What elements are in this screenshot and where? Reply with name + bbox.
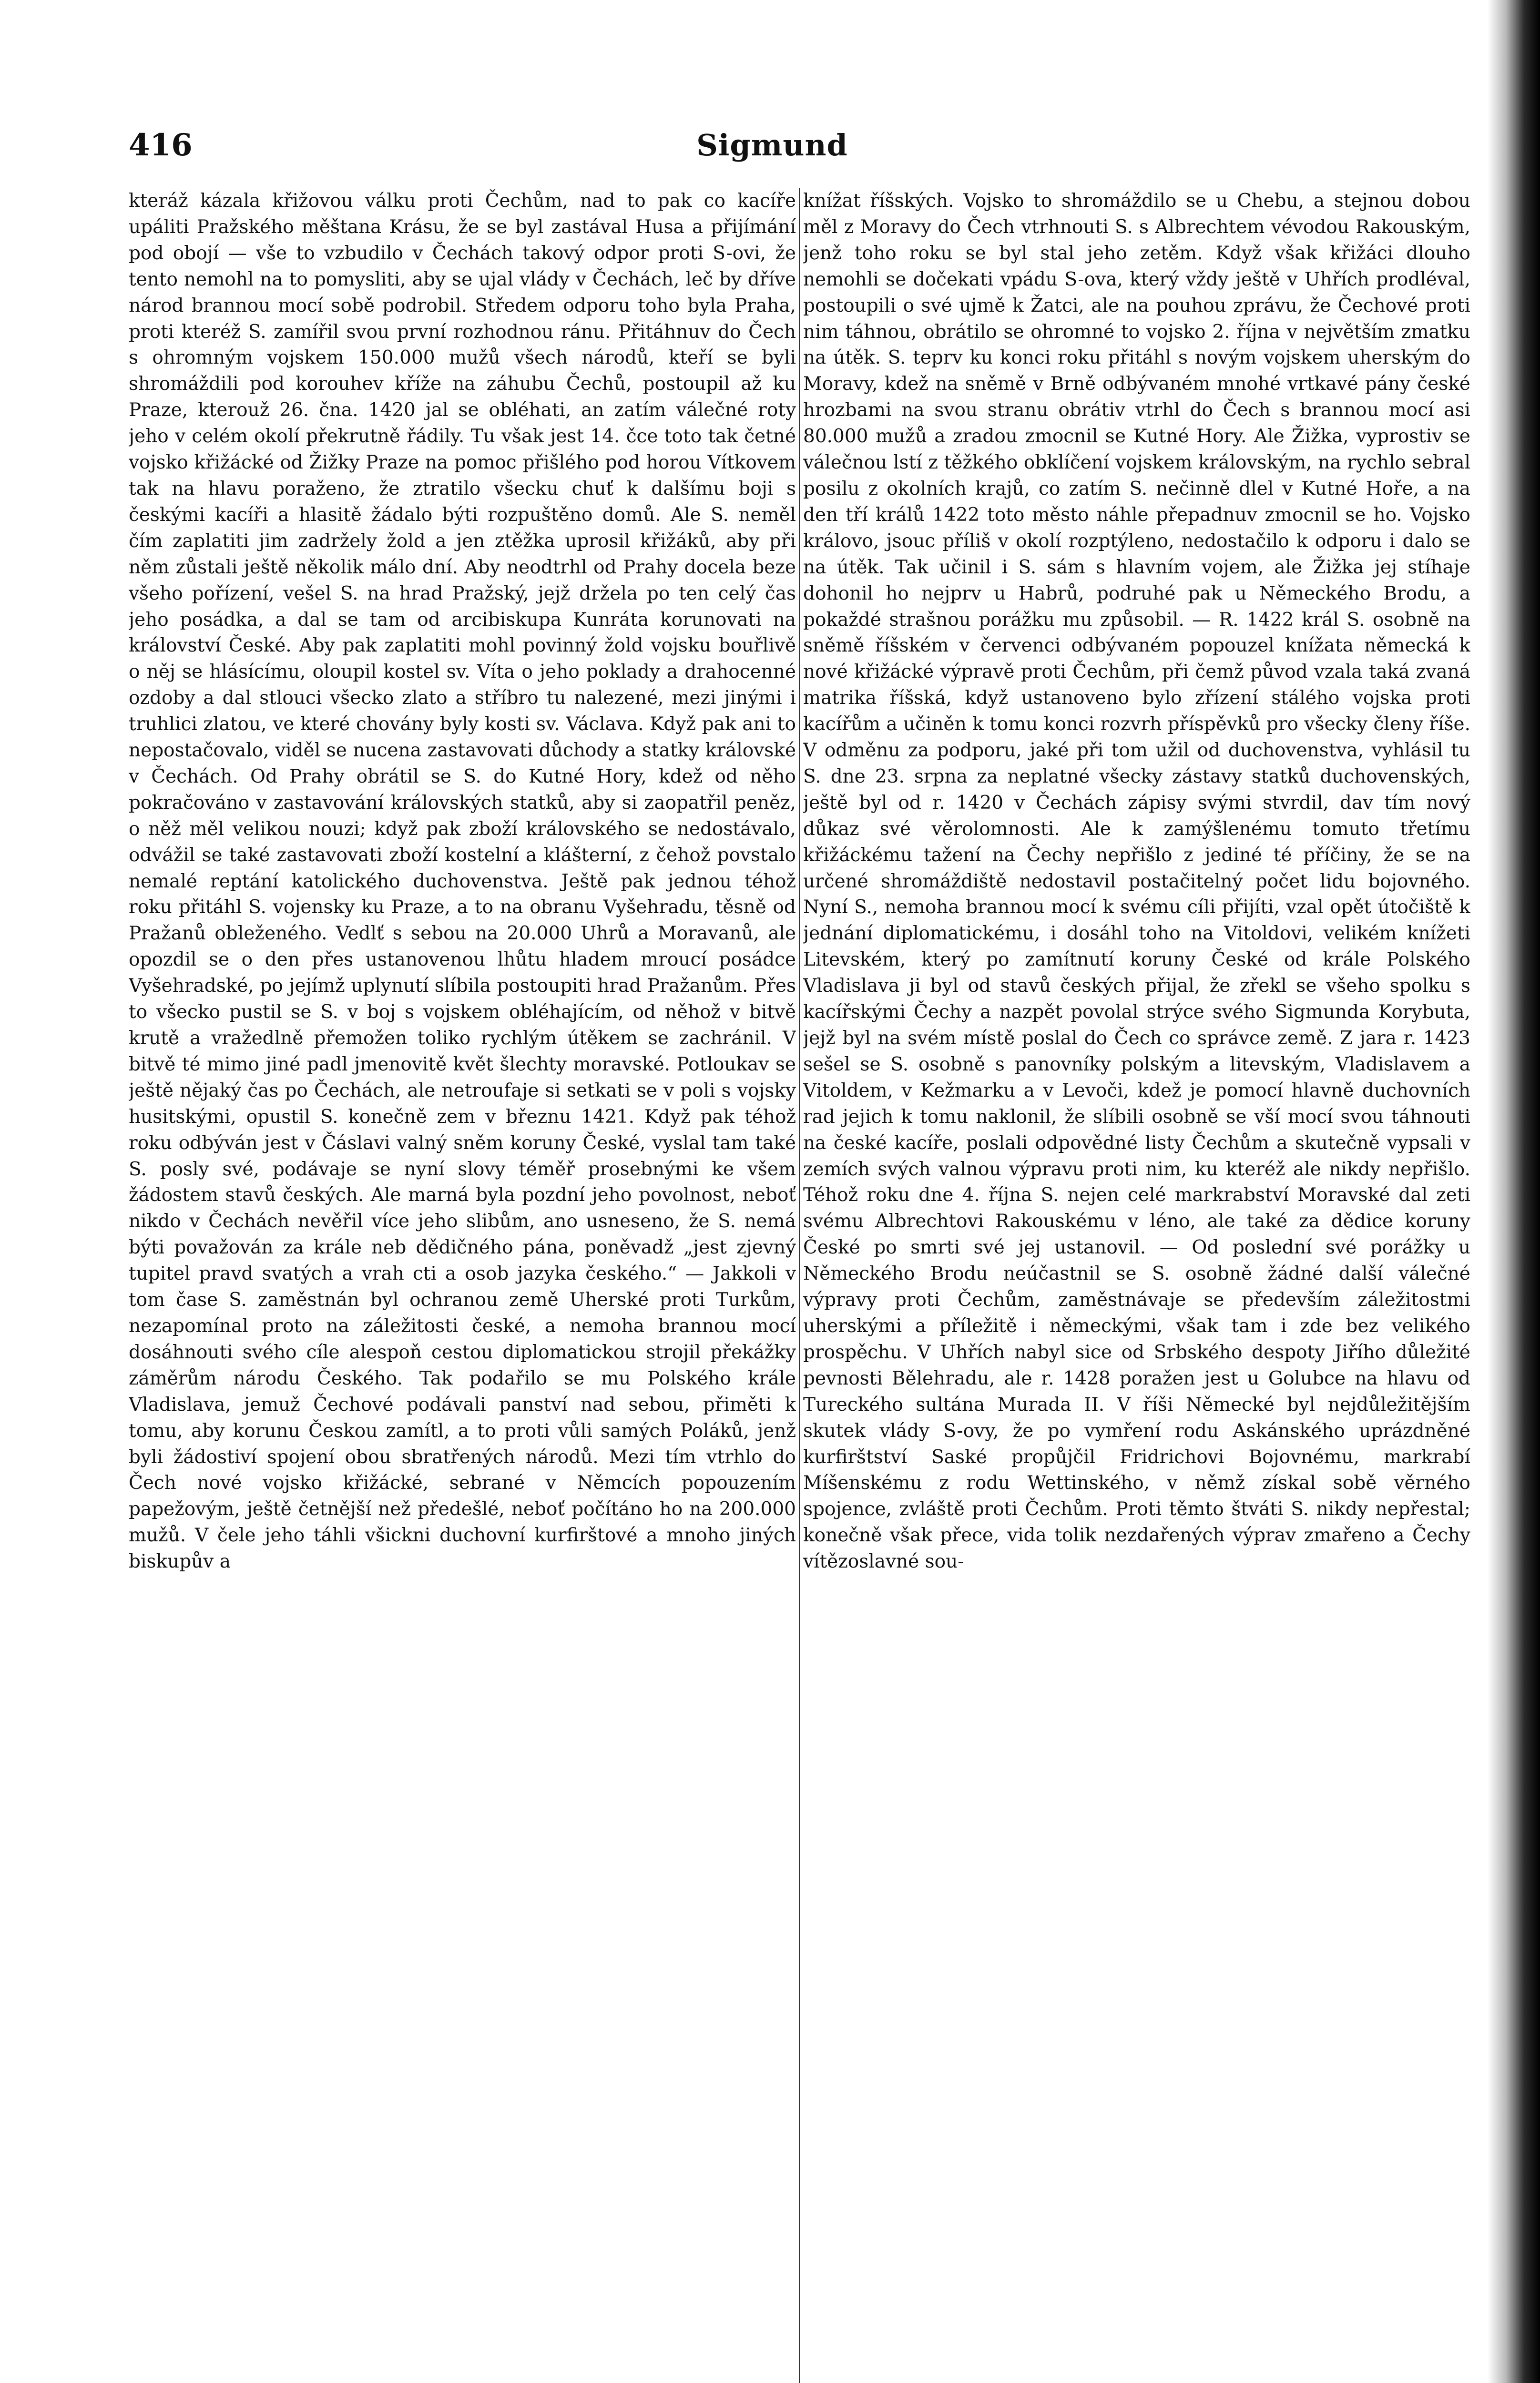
right-column-text: knížat říšských. Vojsko to shromáždilo se u Chebu, a stejnou dobou měl z Moravy do Čech vtrhnouti S. s Albrechtem vévodou Rakouským, jenž toho roku se byl stal jeho zetěm. Když však křižáci dlouho nemohli se dočekati vpádu S-ova, který vždy ještě v Uhřích prodléval, postoupili o své ujmě k Žatci, ale na pouhou zprávu, že Čechové proti nim táhnou, obrátilo se ohromné to vojsko 2. října v největším zmatku na útěk. S. teprv ku konci roku přitáhl s novým vojskem uherským do Moravy, kdež na sněmě v Brně odbývaném mnohé vrtkavé pány české hrozbami na svou stranu obrátiv vtrhl do Čech s brannou mocí asi 80.000 mužů a zradou zmocnil se Kutné Hory. Ale Žižka, vyprostiv se válečnou lstí z těžkého obklíčení vojskem královským, na rychlo sebral posilu z okolních krajů, co zatím S. nečinně dlel v Kutné Hoře, a na den tří králů 1422 toto město náhle přepadnuv zmocnil se ho. Vojsko královo, jsouc příliš v okolí rozptýleno, nedostačilo k odporu i dalo se na útěk. Tak učinil i S. sám s hlavním vojem, ale Žižka jej stíhaje dohonil ho nejprv u Habrů, podruhé pak u Německého Brodu, a pokaždé strašnou porážku mu způsobil. — R. 1422 král S. osobně na sněmě říšském v červenci odbývaném popouzel knížata německá k nové křižácké výpravě proti Čechům, při čemž původ vzala taká zvaná matrika říšská, když ustanoveno bylo zřízení stálého vojska proti kacířům a učiněn k tomu konci rozvrh příspěvků pro všecky členy říše. V odměnu za podporu, jaké při tom užil od duchovenstva, vyhlásil tu S. dne 23. srpna za neplatné všecky zástavy statků duchovenských, ještě byl od r. 1420 v Čechách zápisy svými stvrdil, dav tím nový důkaz své věrolomnosti. Ale k zamýšlenému tomuto třetímu křižáckému tažení na Čechy nepřišlo z jediné té příčiny, že se na určené shromáždiště nedostavil postačitelný počet lidu bojovného. Nyní S., nemoha brannou mocí k svému cíli přijíti, vzal opět útočiště k jednání diplomatickému, i dosáhl toho na Vitoldovi, velikém knížeti Litevském, který po zamítnutí koruny České od krále Polského Vladislava ji byl od stavů českých přijal, že zřekl se všeho spolku s kacířskými Čechy a nazpět povolal strýce svého Sigmunda Korybuta, jejž byl na svém místě poslal do Čech co správce země. Z jara r. 1423 sešel se S. osobně s panovníky polským a litevským, Vladislavem a Vitoldem, v Kežmarku a v Levoči, kdež je pomocí hlavně duchovních rad jejich k tomu naklonil, že slíbili osobně se vší mocí svou táhnouti na české kacíře, poslali odpovědné listy Čechům a skutečně vypsali v zemích svých valnou výpravu proti nim, ku kteréž ale nikdy nepřišlo. Téhož roku dne 4. října S. nejen celé markrabství Moravské dal zeti svému Albrechtovi Rakouskému v léno, ale také za dědice koruny České po smrti své jej ustanovil. — Od poslední své porážky u Německého Brodu neúčastnil se S. osobně žádné další válečné výpravy proti Čechům, zaměstnávaje se především záležitostmi uherskými a příležitě i německými, však tam i zde bez velikého prospěchu. V Uhřích nabyl sice od Srbského despoty Jiřího důležité pevnosti Bělehradu, ale r. 1428 poražen jest u Golubce na hlavu od Tureckého sultána Murada II. V říši Německé byl nejdůležitějším skutek vlády S-ovy, že po vymření rodu Askánského uprázdněné kurfirštství Saské propůjčil Fridrichovi Bojovnému, markrabí Míšenskému z rodu Wettinského, v němž získal sobě věrného spojence, zvláště proti Čechům. Proti těmto štváti S. nikdy nepřestal; konečně však přece, vida tolik nezdařených výprav zmařeno a Čechy vítězoslavné sou- [803, 190, 1470, 1573]
column-divider [799, 188, 800, 2383]
running-title: Sigmund [696, 128, 848, 163]
right-column [803, 188, 1470, 2383]
left-column [129, 188, 796, 2383]
left-column-text: kteráž kázala křižovou válku proti Čechům, nad to pak co kacíře upáliti Pražského měštana Krásu, že se byl zastával Husa a přijímání pod obojí — vše to vzbudilo v Čechách takový odpor proti S-ovi, že tento nemohl na to pomysliti, aby se ujal vlády v Čechách, leč by dříve národ brannou mocí sobě podrobil. Středem odporu toho byla Praha, proti kteréž S. zamířil svou první rozhodnou ránu. Přitáhnuv do Čech s ohromným vojskem 150.000 mužů všech národů, kteří se byli shromáždili pod korouhev kříže na záhubu Čechů, postoupil až ku Praze, kterouž 26. čna. 1420 jal se obléhati, an zatím válečné roty jeho v celém okolí překrutně řádily. Tu však jest 14. čce toto tak četné vojsko křižácké od Žižky Praze na pomoc přišlého pod horou Vítkovem tak na hlavu poraženo, že ztratilo všecku chuť k dalšímu boji s českými kacíři a hlasitě žádalo býti rozpuštěno domů. Ale S. neměl čím zaplatiti jim zadržely žold a jen ztěžka uprosil křižáků, aby při něm zůstali ještě několik málo dní. Aby neodtrhl od Prahy docela beze všeho pořízení, vešel S. na hrad Pražský, jejž držela po ten celý čas jeho posádka, a dal se tam od arcibiskupa Kunráta korunovati na království České. Aby pak zaplatiti mohl povinný žold vojsku bouřlivě o něj se hlásícímu, oloupil kostel sv. Víta o jeho poklady a drahocenné ozdoby a dal stlouci všecko zlato a stříbro tu nalezené, mezi jinými i truhlici zlatou, ve které chovány byly kosti sv. Václava. Když pak ani to nepostačovalo, viděl se nucena zastavovati důchody a statky královské v Čechách. Od Prahy obrátil se S. do Kutné Hory, kdež od něho pokračováno v zastavování královských statků, aby si zaopatřil peněz, o něž měl velikou nouzi; když pak zboží královského se nedostávalo, odvážil se také zastavovati zboží kostelní a klášterní, z čehož povstalo nemalé reptání katolického duchovenstva. Ještě pak jednou téhož roku přitáhl S. vojensky ku Praze, a to na obranu Vyšehradu, těsně od Pražanů obleženého. Vedlť s sebou na 20.000 Uhrů a Moravanů, ale opozdil se o den přes ustanovenou lhůtu hladem mroucí posádce Vyšehradské, po jejímž uplynutí slíbila postoupiti hrad Pražanům. Přes to všecko pustil se S. v boj s vojskem obléhajícím, od něhož v bitvě krutě a vražedlně přemožen toliko rychlým útěkem se zachránil. V bitvě té mimo jiné padl jmenovitě květ šlechty moravské. Potloukav se ještě nějaký čas po Čechách, ale netroufaje si setkati se v poli s vojsky husitskými, opustil S. konečně zem v březnu 1421. Když pak téhož roku odbýván jest v Čáslavi valný sněm koruny České, vyslal tam také S. posly své, podávaje se nyní slovy téměř prosebnými ke všem žádostem stavů českých. Ale marná byla pozdní jeho povolnost, neboť nikdo v Čechách nevěřil více jeho slibům, ano usneseno, že S. nemá býti považován za krále neb dědičného pána, poněvadž „jest zjevný tupitel pravd svatých a vrah cti a osob jazyka českého.“ — Jakkoli v tom čase S. zaměstnán byl ochranou země Uherské proti Turkům, nezapomínal proto na záležitosti české, a nemoha brannou mocí dosáhnouti svého cíle alespoň cestou diplomatickou strojil překážky záměrům národu Českého. Tak podařilo se mu Polského krále Vladislava, jemuž Čechové podávali panství nad sebou, přiměti k tomu, aby korunu Českou zamítl, a to proti vůli samých Poláků, jenž byli žádostiví spojení obou sbratřených národů. Mezi tím vtrhlo do Čech nové vojsko křižácké, sebrané v Němcích popouzením papežovým, ještě četnější než předešlé, neboť počítáno ho na 200.000 mužů. V čele jeho táhli všickni duchovní kurfirštové a mnoho jiných biskupův a [129, 190, 796, 1573]
binding-shadow [1488, 0, 1540, 2383]
page-number: 416 [129, 127, 193, 163]
page-header [129, 119, 1416, 172]
